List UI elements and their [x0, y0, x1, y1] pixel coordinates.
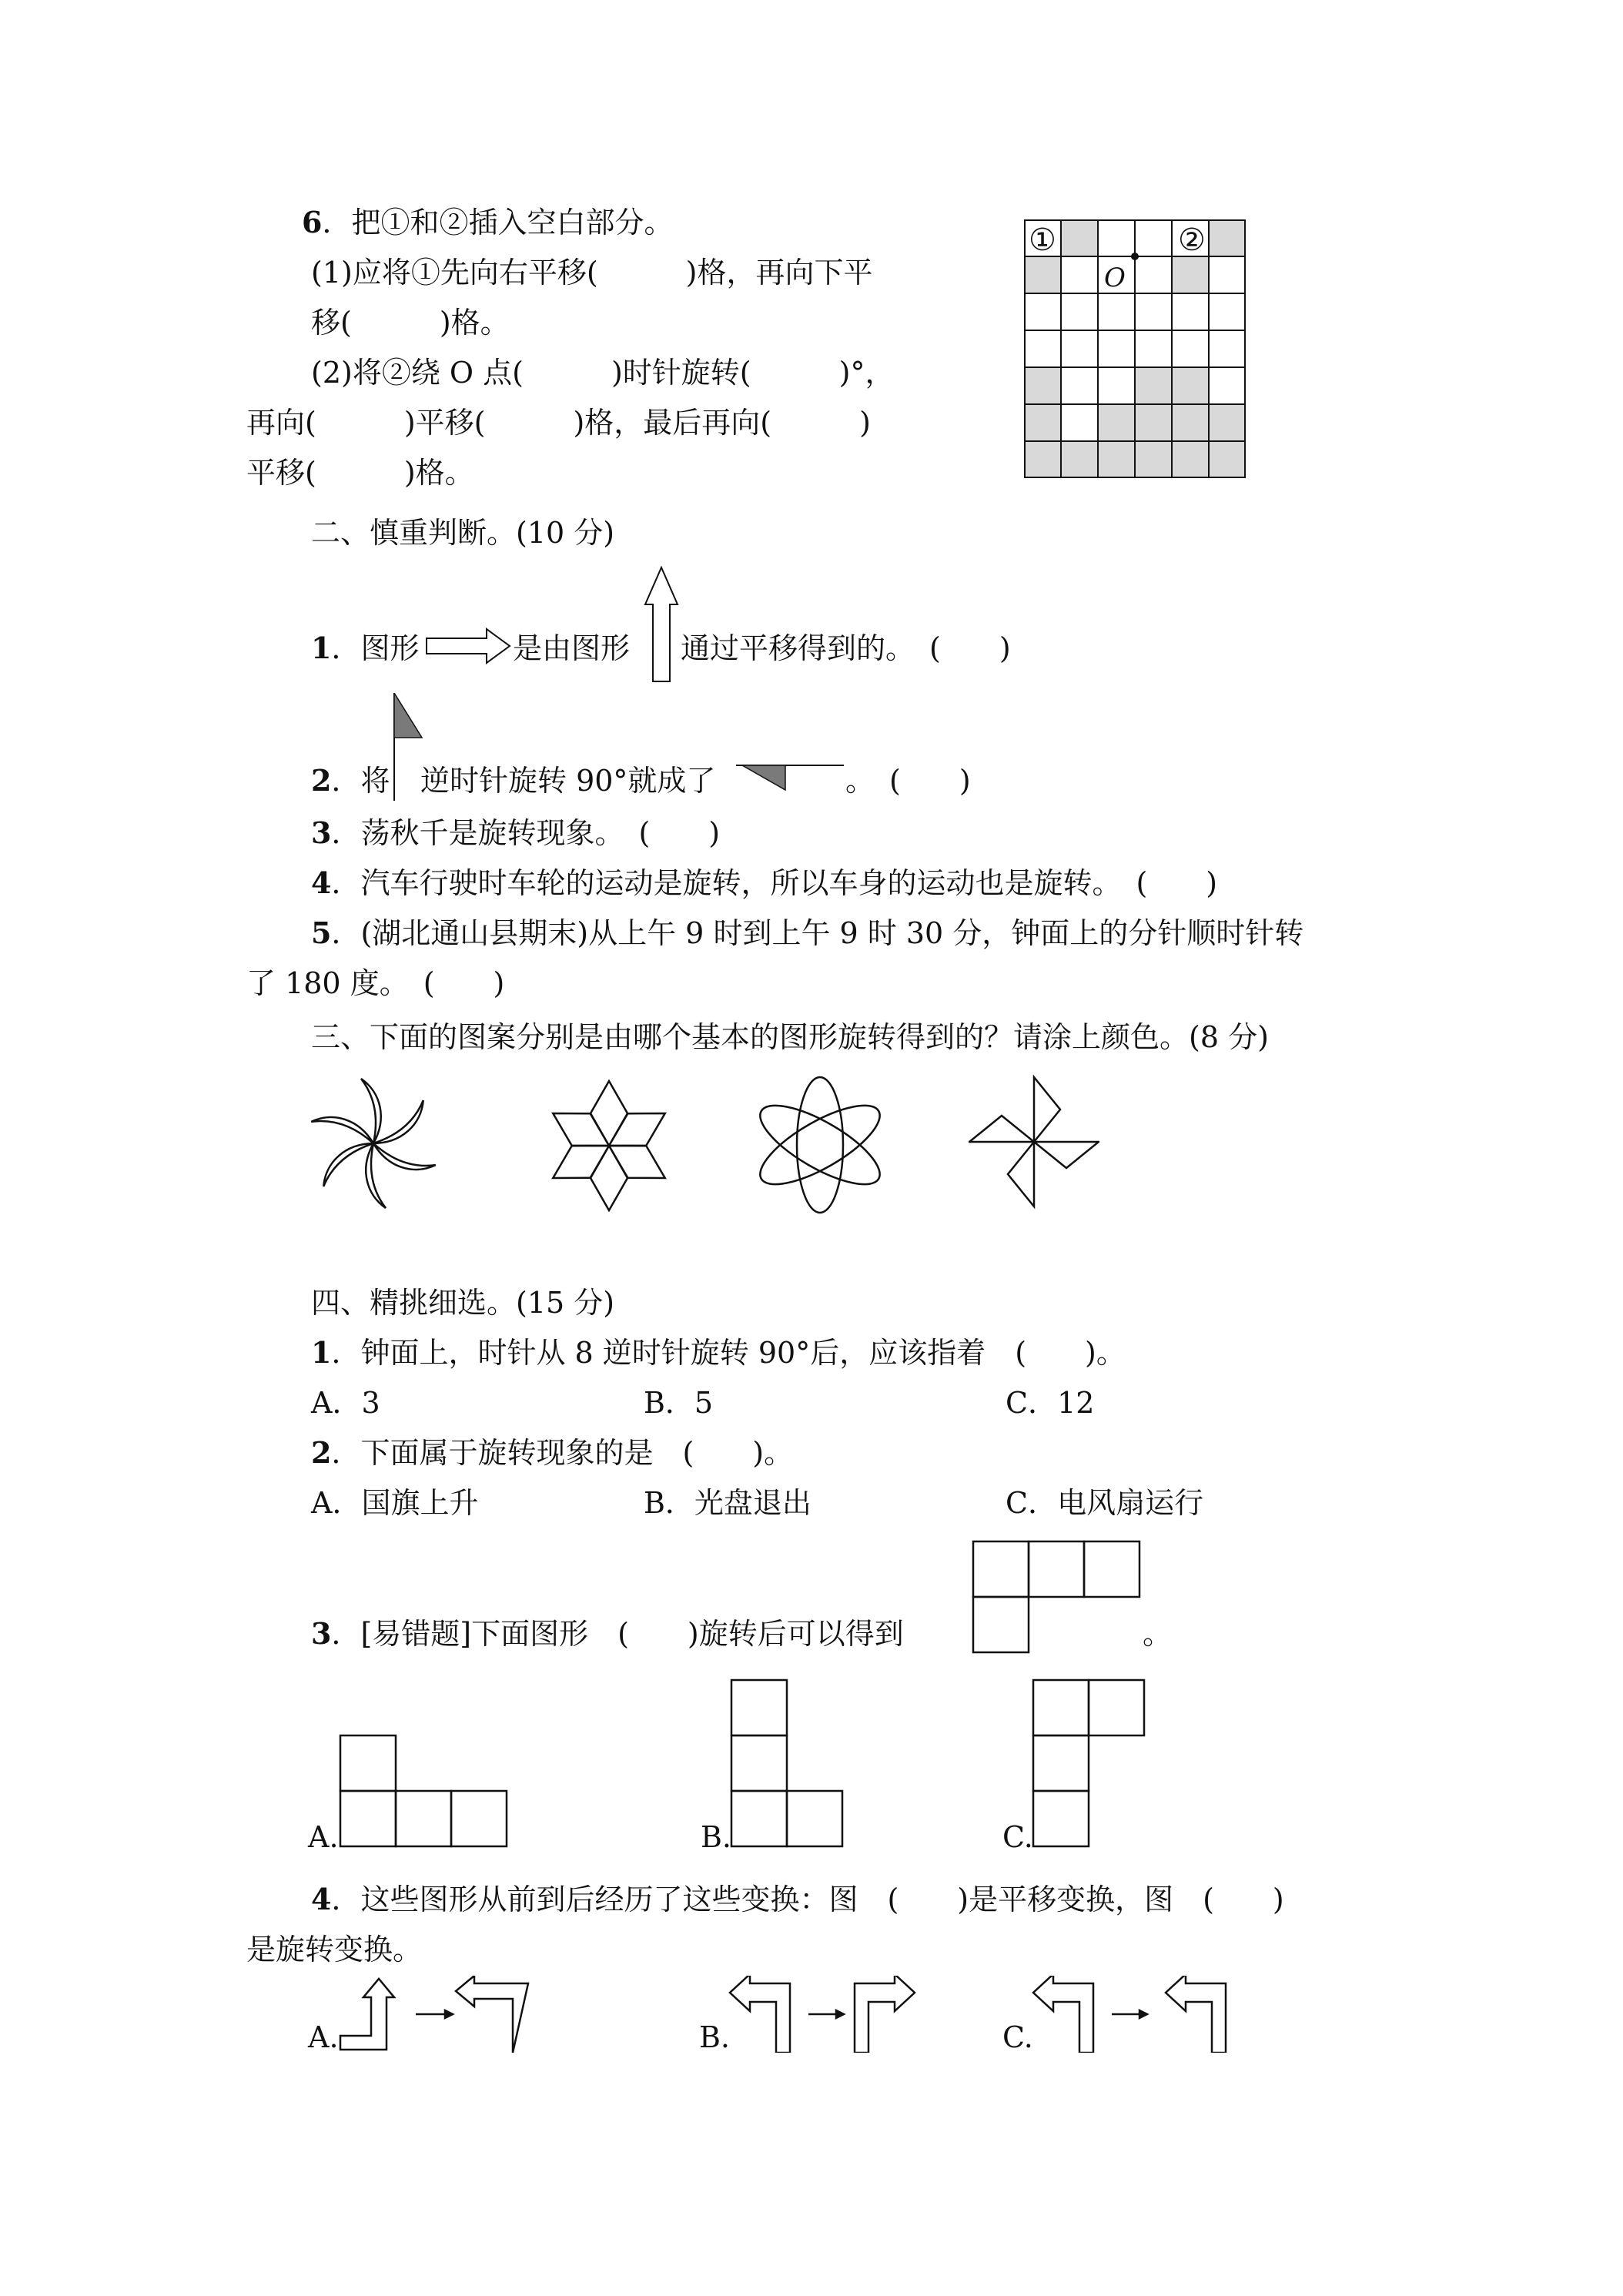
q3-target-figure — [972, 1540, 1144, 1655]
ellipse-atom-pattern — [751, 1072, 889, 1218]
sec4-q1-text: ．钟面上，时针从 8 逆时针旋转 90°后，应该指着 ( )。 — [331, 1336, 1126, 1370]
sec4-q4-label-b: B. — [699, 2020, 731, 2054]
q3-option-c-figure — [1032, 1678, 1149, 1849]
sec2-q5-text-a: ．(湖北通山县期末)从上午 9 时到上午 9 时 30 分，钟面上的分针顺时针转 — [331, 916, 1304, 950]
sec4-q3-part-a: ．[易错题]下面图形 ( )旋转后可以得到 — [331, 1617, 904, 1651]
sec2-q4-number: 4 — [311, 865, 332, 900]
sec4-q4-label-a: A. — [308, 2020, 339, 2054]
q6-prompt-text: ．把①和②插入空白部分。 — [322, 206, 674, 239]
sec4-q2-option-c: C．电风扇运行 — [1006, 1486, 1204, 1520]
sec4-q3-text-a — [311, 1615, 904, 1652]
q4-option-c-figure — [1032, 1976, 1232, 2053]
q6-sub1-line1: (1)应将①先向右平移( )格，再向下平 — [311, 256, 873, 290]
q6-prompt — [302, 204, 673, 241]
sec4-q3-label-a: A. — [308, 1820, 339, 1854]
sec4-q4-line2: 是旋转变换。 — [246, 1933, 423, 1966]
grid-label-o: O — [1104, 263, 1126, 293]
up-arrow-icon — [644, 566, 679, 683]
grid-label-1: ① — [1029, 223, 1056, 258]
sec4-q2-option-a: A．国旗上升 — [311, 1486, 479, 1520]
sec2-title: 二、慎重判断。(10 分) — [311, 516, 615, 550]
sec2-q4-text: ．汽车行驶时车轮的运动是旋转，所以车身的运动也是旋转。 ( ) — [331, 866, 1218, 900]
sec4-q4-text-a: ．这些图形从前到后经历了这些变换：图 ( )是平移变换，图 ( ) — [331, 1883, 1284, 1916]
sec2-q4 — [311, 865, 1217, 902]
sec4-q3-label-c: C. — [1002, 1820, 1033, 1854]
sec2-q1-part-b: 是由图形 — [513, 631, 631, 665]
q6-sub2-line2: 再向( )平移( )格，最后再向( ) — [246, 406, 871, 440]
sec2-q3-text: ．荡秋千是旋转现象。 ( ) — [331, 816, 721, 850]
q6-sub2-line1: (2)将②绕 O 点( )时针旋转( )°， — [311, 356, 895, 390]
sec4-q1-option-c: C．12 — [1006, 1386, 1095, 1420]
sec2-q2-number: 2 — [311, 763, 332, 798]
right-arrow-icon — [425, 628, 513, 664]
sec4-title: 四、精挑细选。(15 分) — [311, 1286, 615, 1320]
sec4-q1-option-b: B．5 — [644, 1386, 714, 1420]
sec2-q1-text-a — [311, 630, 419, 667]
sec4-q1-number: 1 — [311, 1335, 332, 1370]
sec2-q3 — [311, 815, 720, 852]
sec4-q1 — [311, 1334, 1126, 1371]
sec2-q1-part-a: ．图形 — [331, 631, 420, 665]
q4-option-a-figure — [339, 1976, 533, 2053]
sec4-q3-part-b: 。 — [1143, 1617, 1173, 1651]
sec2-q1-part-c: 通过平移得到的。 ( ) — [681, 631, 1011, 665]
point-o — [1131, 253, 1139, 260]
q6-grid-figure — [1024, 219, 1255, 478]
sec2-q2-part-a: ．将 — [331, 764, 390, 798]
sec4-q1-option-a: A．3 — [311, 1386, 380, 1420]
sec2-q1-number: 1 — [311, 631, 332, 665]
curved-blade-pattern — [304, 1074, 443, 1213]
sec2-q5-number: 5 — [311, 915, 332, 950]
sec4-q2 — [311, 1434, 793, 1471]
sec4-q4-line1 — [311, 1881, 1284, 1918]
q6-sub2-line3: 平移( )格。 — [246, 456, 474, 490]
sec2-q5-line2: 了 180 度。 ( ) — [246, 966, 505, 1000]
q4-option-b-figure — [728, 1976, 929, 2053]
grid-label-2: ② — [1178, 223, 1206, 258]
q3-option-b-figure — [730, 1678, 847, 1849]
rhombus-star-pattern — [544, 1078, 674, 1213]
q3-option-a-figure — [339, 1734, 511, 1849]
sec2-q2-part-b: 逆时针旋转 90°就成了 — [420, 764, 716, 798]
sec4-q2-text: ．下面属于旋转现象的是 ( )。 — [331, 1436, 794, 1470]
q6-sub1-line2: 移( )格。 — [311, 306, 510, 340]
sec2-q2-text-a — [311, 762, 390, 799]
sec2-q2-part-c: 。 ( ) — [845, 764, 971, 798]
flag-rotated-icon — [736, 762, 845, 793]
q6-number: 6 — [302, 205, 323, 239]
sec2-q5-line1 — [311, 915, 1303, 952]
sec2-q3-number: 3 — [311, 815, 332, 850]
sec4-q4-number: 4 — [311, 1882, 332, 1916]
sec3-title: 三、下面的图案分别是由哪个基本的图形旋转得到的？请涂上颜色。(8 分) — [311, 1020, 1269, 1054]
sec4-q2-number: 2 — [311, 1435, 332, 1470]
sec4-q3-label-b: B. — [701, 1820, 732, 1854]
sec4-q3-number: 3 — [311, 1616, 332, 1651]
sec4-q4-label-c: C. — [1002, 2020, 1033, 2054]
triangle-windmill-pattern — [969, 1074, 1099, 1210]
sec4-q2-option-b: B．光盘退出 — [644, 1486, 812, 1520]
